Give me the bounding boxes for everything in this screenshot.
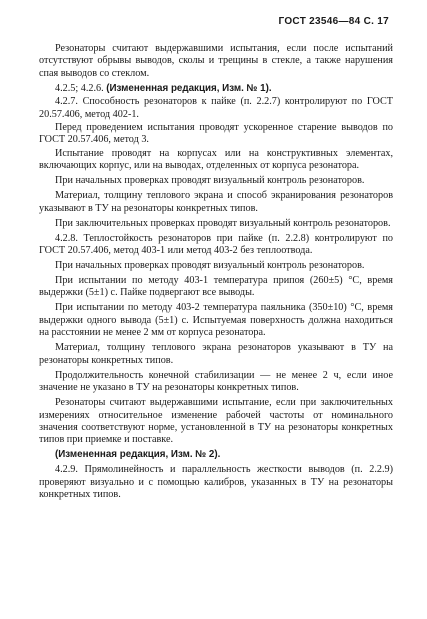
amendment-note-2: (Измененная редакция, Изм. № 2). (55, 449, 221, 461)
running-header: ГОСТ 23546—84 С. 17 (278, 16, 389, 27)
paragraph-4-2-9: 4.2.9. Прямолинейность и параллельность жесткости выводов (п. 2.2.9) проверяют визуально и с помощью калибров, указанных в ТУ на резонаторы конкретных типов. (39, 464, 393, 501)
amendment-note-1: (Измененная редакция, Изм. № 1). (106, 82, 272, 94)
paragraph-final-check: При заключительных проверках проводят визуальный контроль резонаторов. (55, 217, 391, 229)
paragraph-stabilization: Продолжительность конечной стабилизации — не менее 2 ч, если иное значение не указано в ТУ на резонаторы конкретных типов. (39, 369, 393, 394)
paragraph-method-403-1: При испытании по методу 403-1 температура припоя (260±5) °С, время выдержки (5±1) с. Пайке подвергают все выводы. (39, 275, 393, 299)
document-body (39, 43, 393, 504)
paragraph-initial-check: При начальных проверках проводят визуальный контроль резонаторов. (55, 175, 365, 187)
paragraph-heat-shield-2: Материал, толщину теплового экрана резонаторов указывают в ТУ на резонаторы конкретных типов. (39, 342, 393, 366)
paragraph-frequency-criteria: Резонаторы считают выдержавшими испытание, если при заключительных измерениях относительное изменение рабочей частоты от номинального значения соответствуют норме, установленной в ТУ на резонаторы конкретных типов при приемке и поставке. (39, 397, 393, 446)
paragraph-test-objects: Испытание проводят на корпусах или на конструктивных элементах, включающих корпус, или на выводах, отделенных от корпуса резонатора. (39, 147, 393, 172)
paragraph-test-criteria: Резонаторы считают выдержавшими испытания, если после испытаний отсутствуют обрывы выводов, сколы и трещины в стекле, а также нарушения спая выводов со стеклом. (39, 43, 393, 79)
paragraph-4-2-8: 4.2.8. Теплостойкость резонаторов при пайке (п. 2.2.8) контролируют по ГОСТ 20.57.406, метод 403-1 или метод 403-2 без теплоотвода. (39, 232, 393, 257)
paragraph-initial-check-2: При начальных проверках проводят визуальный контроль резонаторов. (55, 260, 365, 272)
paragraph-ageing: Перед проведением испытания проводят ускоренное старение выводов по ГОСТ 20.57.406, метод 3. (39, 122, 393, 146)
paragraph-heat-shield: Материал, толщину теплового экрана и способ экранирования резонаторов указывают в ТУ на резонаторы конкретных типов. (39, 190, 393, 214)
paragraph-method-403-2: При испытании по методу 403-2 температура паяльника (350±10) °С, время выдержки одного вывода (5±1) с. Испытуемая поверхность должна находиться на расстоянии не менее 2 мм от корпуса резонатора. (39, 302, 393, 339)
paragraph-4-2-7: 4.2.7. Способность резонаторов к пайке (п. 2.2.7) контролируют по ГОСТ 20.57.406, метод 402-1. (39, 96, 393, 120)
paragraph-4-2-5: 4.2.5; 4.2.6. (Измененная редакция, Изм. № 1). (55, 82, 272, 94)
